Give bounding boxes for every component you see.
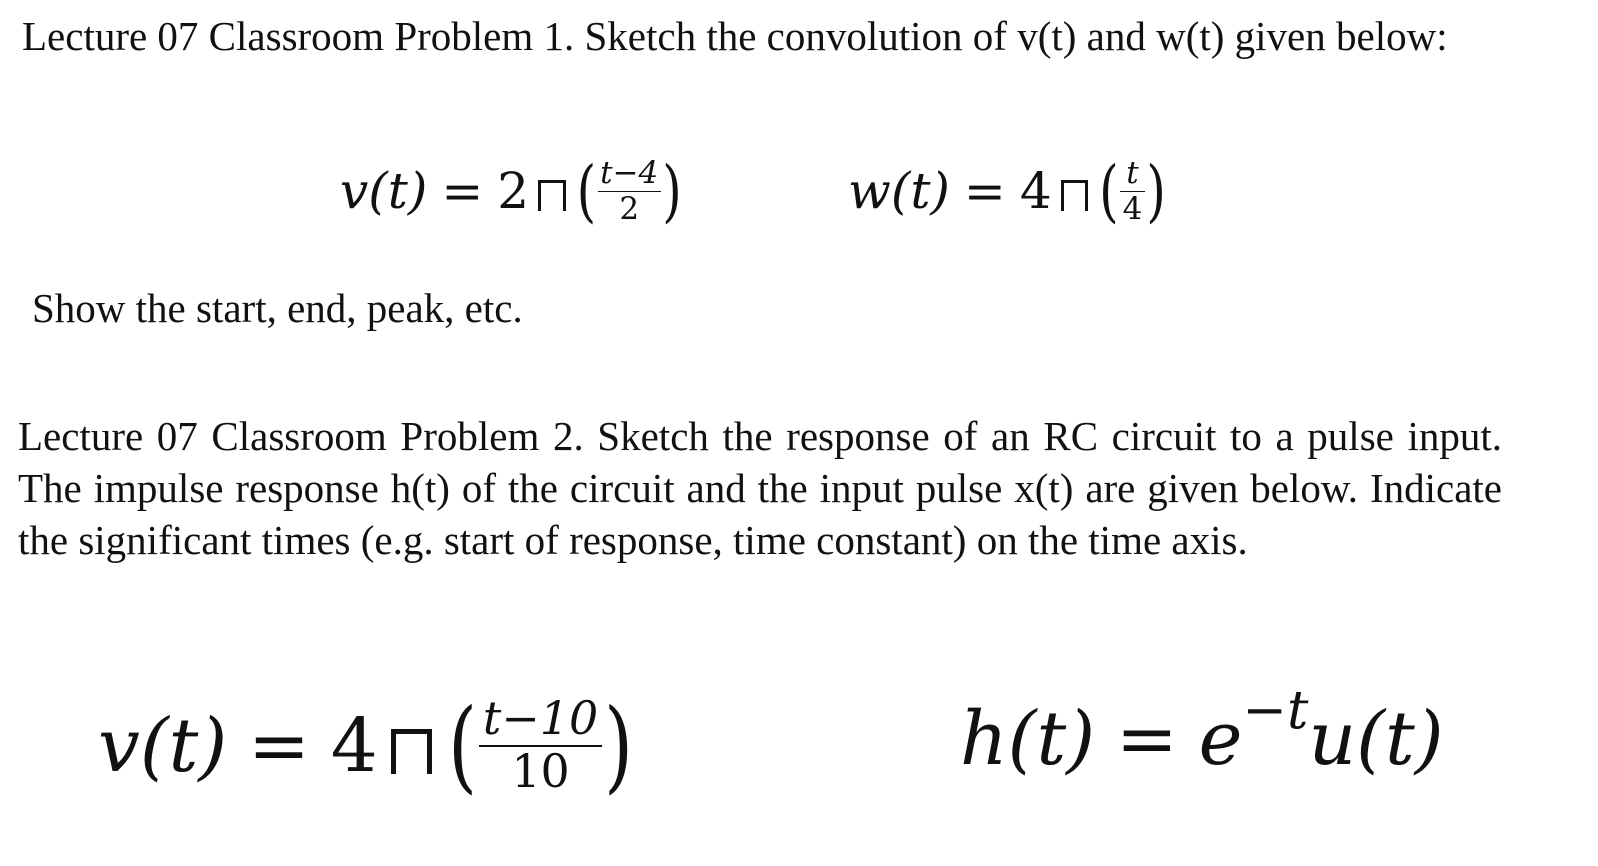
- problem-1-statement: Lecture 07 Classroom Problem 1. Sketch the convolution of v(t) and w(t) given below:: [22, 13, 1448, 59]
- open-paren: (: [1099, 152, 1119, 231]
- function-name: h: [960, 696, 1008, 782]
- function-argument: (t): [890, 162, 950, 221]
- fraction-numerator: t−10: [482, 691, 599, 745]
- step-function-argument: (t): [1356, 696, 1444, 782]
- equals-sign: =: [1115, 696, 1178, 782]
- fraction-denominator: 4: [1122, 190, 1143, 227]
- function-name: v: [340, 162, 369, 221]
- function-name: v: [98, 702, 140, 789]
- problem-1-note: Show the start, end, peak, etc.: [32, 285, 523, 331]
- equation-h-problem-2: [960, 678, 1444, 782]
- equals-sign: =: [963, 162, 1006, 221]
- close-paren: ): [604, 687, 633, 804]
- function-argument: (t): [139, 702, 228, 789]
- fraction: [1120, 155, 1145, 227]
- equation-v-problem-1: [340, 152, 682, 231]
- fraction: [479, 691, 602, 799]
- fraction-denominator: 2: [619, 190, 640, 227]
- equation-v-problem-2: [98, 687, 633, 804]
- close-paren: ): [1146, 152, 1166, 231]
- fraction-denominator: 10: [511, 744, 570, 799]
- equation-w-problem-1: [848, 152, 1166, 231]
- close-paren: ): [662, 152, 682, 231]
- amplitude: 4: [330, 702, 378, 789]
- open-paren: (: [448, 687, 477, 804]
- fraction-numerator: t: [1126, 155, 1139, 191]
- equals-sign: =: [248, 702, 311, 789]
- amplitude: 2: [497, 162, 530, 221]
- function-argument: (t): [1007, 696, 1096, 782]
- exponent: −t: [1242, 678, 1309, 741]
- rect-function-icon: [538, 180, 566, 211]
- exponential-base: e: [1198, 696, 1243, 782]
- problem-2-statement: Lecture 07 Classroom Problem 2. Sketch the response of an RC circuit to a pulse input. The impulse response h(t) of the circuit and the input pulse x(t) are given below. Indicate the significant times (e.g. start of response, time constant) on the time axis.: [18, 413, 1502, 563]
- fraction: [598, 155, 661, 227]
- equals-sign: =: [441, 162, 484, 221]
- function-argument: (t): [368, 162, 428, 221]
- step-function-name: u: [1308, 696, 1357, 782]
- rect-function-icon: [1061, 180, 1089, 211]
- fraction-numerator: t−4: [600, 155, 659, 191]
- open-paren: (: [576, 152, 597, 231]
- function-name: w: [848, 162, 891, 221]
- amplitude: 4: [1019, 162, 1052, 221]
- rect-function-icon: [391, 729, 432, 775]
